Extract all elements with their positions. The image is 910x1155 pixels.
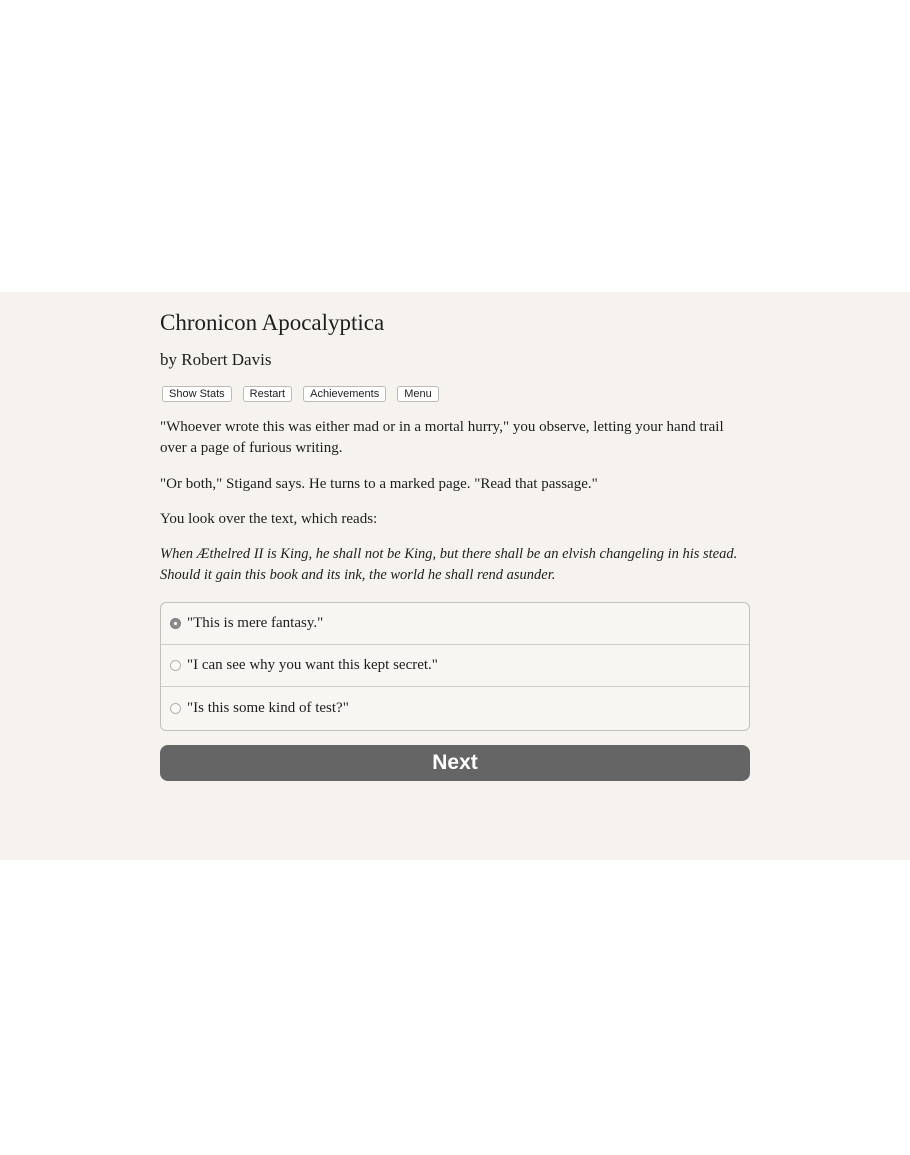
story-quote: When Æthelred II is King, he shall not be King, but there shall be an elvish changeling in his stead. Should it gain this book and its ink, the world he shall rend asunder. — [160, 546, 738, 583]
choice-label: "Is this some kind of test?" — [187, 700, 349, 716]
achievements-button[interactable]: Achievements — [303, 386, 386, 402]
choice-list — [160, 602, 750, 731]
menu-button[interactable]: Menu — [397, 386, 439, 402]
choice-label: "I can see why you want this kept secret." — [187, 657, 438, 673]
radio-selected-icon[interactable] — [170, 618, 181, 629]
choice-option[interactable] — [161, 603, 749, 645]
show-stats-button[interactable]: Show Stats — [162, 386, 232, 402]
story-paragraph: "Or both," Stigand says. He turns to a marked page. "Read that passage." — [160, 476, 598, 492]
next-button[interactable]: Next — [160, 745, 750, 781]
restart-button[interactable]: Restart — [243, 386, 292, 402]
game-panel — [0, 292, 910, 860]
radio-unselected-icon[interactable] — [170, 703, 181, 714]
radio-unselected-icon[interactable] — [170, 660, 181, 671]
choice-label: "This is mere fantasy." — [187, 615, 324, 631]
game-title: Chronicon Apocalyptica — [160, 310, 385, 335]
story-paragraph: "Whoever wrote this was either mad or in a mortal hurry," you observe, letting your hand trail over a page of furious writing. — [160, 419, 724, 456]
game-author: by Robert Davis — [160, 350, 272, 369]
choice-option[interactable] — [161, 687, 749, 730]
story-paragraph: You look over the text, which reads: — [160, 511, 378, 527]
toolbar — [162, 386, 450, 402]
choice-option[interactable] — [161, 645, 749, 687]
